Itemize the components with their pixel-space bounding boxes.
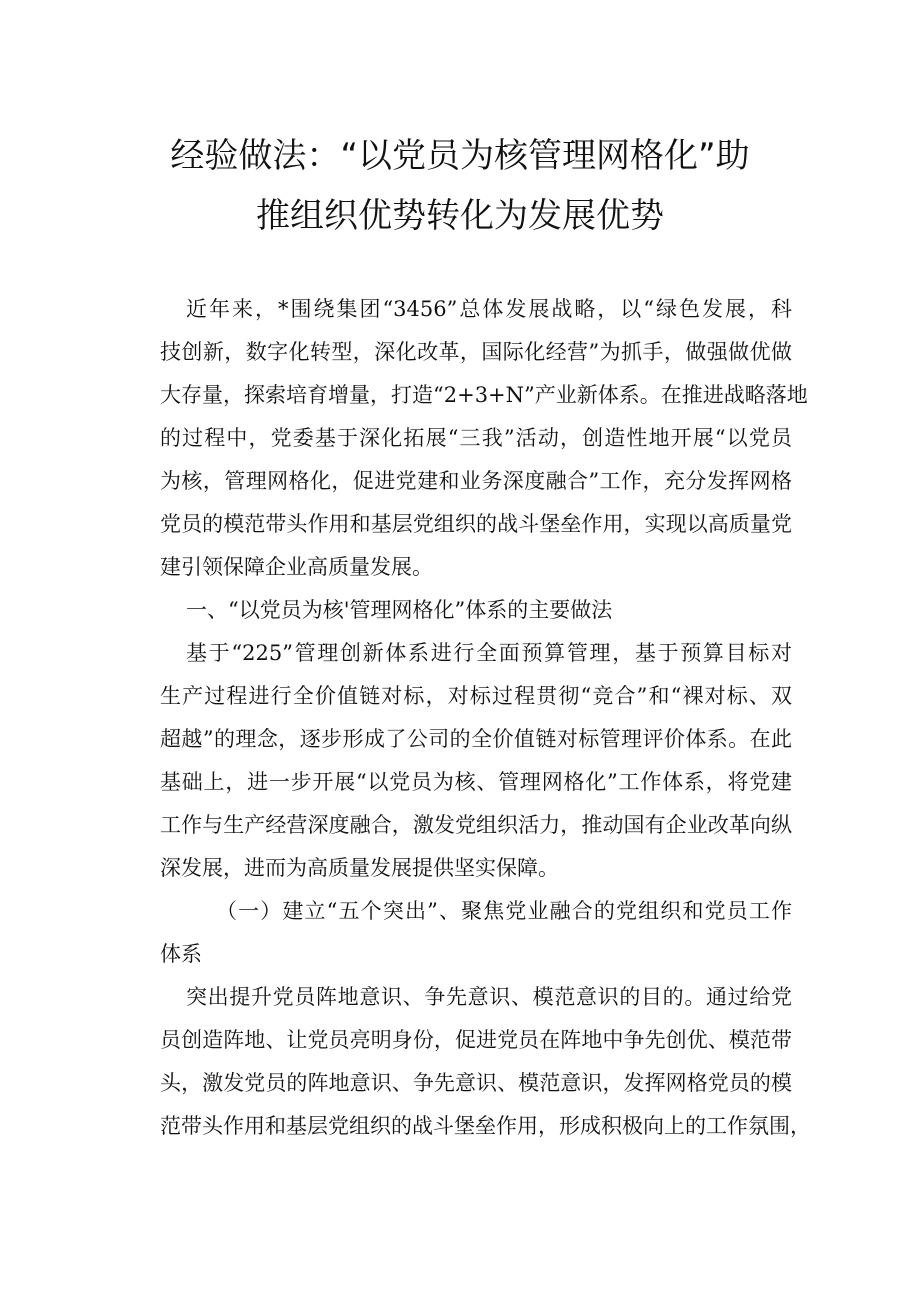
text-line: 超越”的理念，逐步形成了公司的全价值链对标管理评价体系。在此 xyxy=(160,727,792,751)
text-line: 的过程中，党委基于深化拓展“三我”活动，创造性地开展“以党员 xyxy=(160,426,792,450)
text-line: （一）建立“五个突出”、聚焦党业融合的党组织和党员工作 xyxy=(216,899,792,923)
text-line: 生产过程进行全价值链对标，对标过程贯彻“竞合”和“裸对标、双 xyxy=(160,684,792,708)
text-line: 基础上，进一步开展“以党员为核、管理网格化”工作体系，将党建 xyxy=(160,770,792,794)
text-line: 突出提升党员阵地意识、争先意识、模范意识的目的。通过给党 xyxy=(186,985,792,1009)
document-title-line-1: 经验做法：“以党员为核管理网格化”助 xyxy=(170,136,750,176)
text-line: 深发展，进而为高质量发展提供坚实保障。 xyxy=(160,856,559,880)
text-line: 技创新，数字化转型，深化改革，国际化经营”为抓手，做强做优做 xyxy=(160,340,792,364)
text-line: 为核，管理网格化，促进党建和业务深度融合”工作，充分发挥网格 xyxy=(160,469,792,493)
text-line: 员创造阵地、让党员亮明身份，促进党员在阵地中争先创优、模范带 xyxy=(160,1028,792,1052)
text-line: 近年来，*围绕集团“3456”总体发展战略，以“绿色发展，科 xyxy=(186,297,792,321)
text-line: 基于“225”管理创新体系进行全面预算管理，基于预算目标对 xyxy=(186,641,792,665)
text-line: 党员的模范带头作用和基层党组织的战斗堡垒作用，实现以高质量党 xyxy=(160,512,792,536)
text-line: 头，激发党员的阵地意识、争先意识、模范意识，发挥网格党员的模 xyxy=(160,1071,792,1095)
text-line: 范带头作用和基层党组织的战斗堡垒作用，形成积极向上的工作氛围， xyxy=(160,1114,811,1138)
text-line: 建引领保障企业高质量发展。 xyxy=(160,555,433,579)
text-line: 大存量，探索培育增量，打造“2+3+N”产业新体系。在推进战略落地 xyxy=(160,383,808,407)
text-line: 体系 xyxy=(160,942,202,966)
text-line: 工作与生产经营深度融合，激发党组织活力，推动国有企业改革向纵 xyxy=(160,813,792,837)
section-heading-1: 一、“以党员为核'管理网格化”体系的主要做法 xyxy=(186,598,613,622)
document-title-line-2: 推组织优势转化为发展优势 xyxy=(256,196,664,236)
